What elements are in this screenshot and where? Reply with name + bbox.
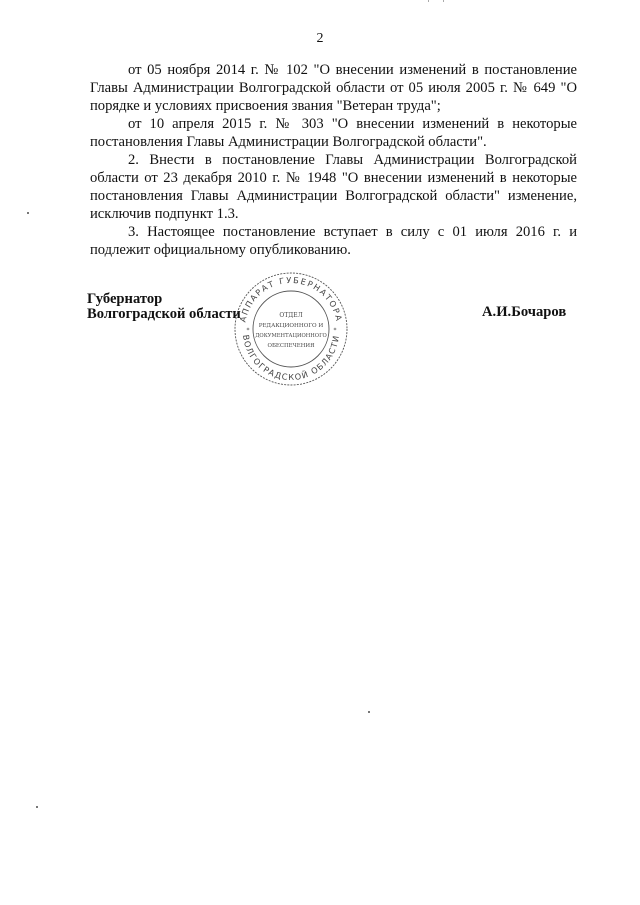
paragraph-item-3: 3. Настоящее постановление вступает в силу с 01 июля 2016 г. и подлежит официальному опубликованию.	[90, 224, 577, 258]
signatory-title-line2: Волгоградской области	[87, 306, 241, 322]
scan-speck	[36, 806, 38, 808]
paragraph-item-2: 2. Внести в постановление Главы Администрации Волгоградской области от 23 декабря 2010 г. № 1948 "О внесении изменений в некоторые постановления Главы Администрации Волгоградской области" изменение, исключив подпункт 1.3.	[90, 152, 577, 222]
scan-artifact-mark	[428, 0, 444, 2]
stamp-inner-line2: РЕДАКЦИОННОГО И	[258, 323, 324, 329]
stamp-inner-line3: ДОКУМЕНТАЦИОННОГО	[255, 333, 327, 339]
stamp-outer-top-text: АППАРАТ ГУБЕРНАТОРА	[237, 274, 345, 324]
document-body	[90, 61, 577, 259]
signatory-title-line1: Губернатор	[87, 291, 163, 307]
stamp-outer-bottom-text: ВОЛГОГРАДСКОЙ ОБЛАСТИ	[240, 333, 342, 383]
stamp-inner-line1: ОТДЕЛ	[279, 312, 303, 319]
svg-text:ВОЛГОГРАДСКОЙ ОБЛАСТИ	[241, 334, 341, 382]
signatory-name: А.И.Бочаров	[482, 304, 567, 320]
signatory-title	[87, 292, 241, 322]
paragraph-amendment-2015: от 10 апреля 2015 г. № 303 "О внесении изменений в некоторые постановления Главы Администрации Волгоградской области".	[90, 116, 577, 150]
stamp-separator-right: *	[333, 327, 337, 334]
scan-speck	[27, 212, 29, 214]
page-number: 2	[316, 31, 324, 46]
stamp-separator-left: *	[246, 327, 250, 334]
stamp-seal-icon	[232, 270, 350, 388]
paragraph-amendment-2014: от 05 ноября 2014 г. № 102 "О внесении изменений в постановление Главы Администрации Волгоградской области от 05 июля 2005 г. № 649 "О порядке и условиях присвоения звания "Ветеран труда";	[90, 62, 577, 114]
stamp-inner-line4: ОБЕСПЕЧЕНИЯ	[267, 343, 315, 349]
official-stamp	[232, 270, 350, 388]
scan-speck	[368, 711, 370, 713]
